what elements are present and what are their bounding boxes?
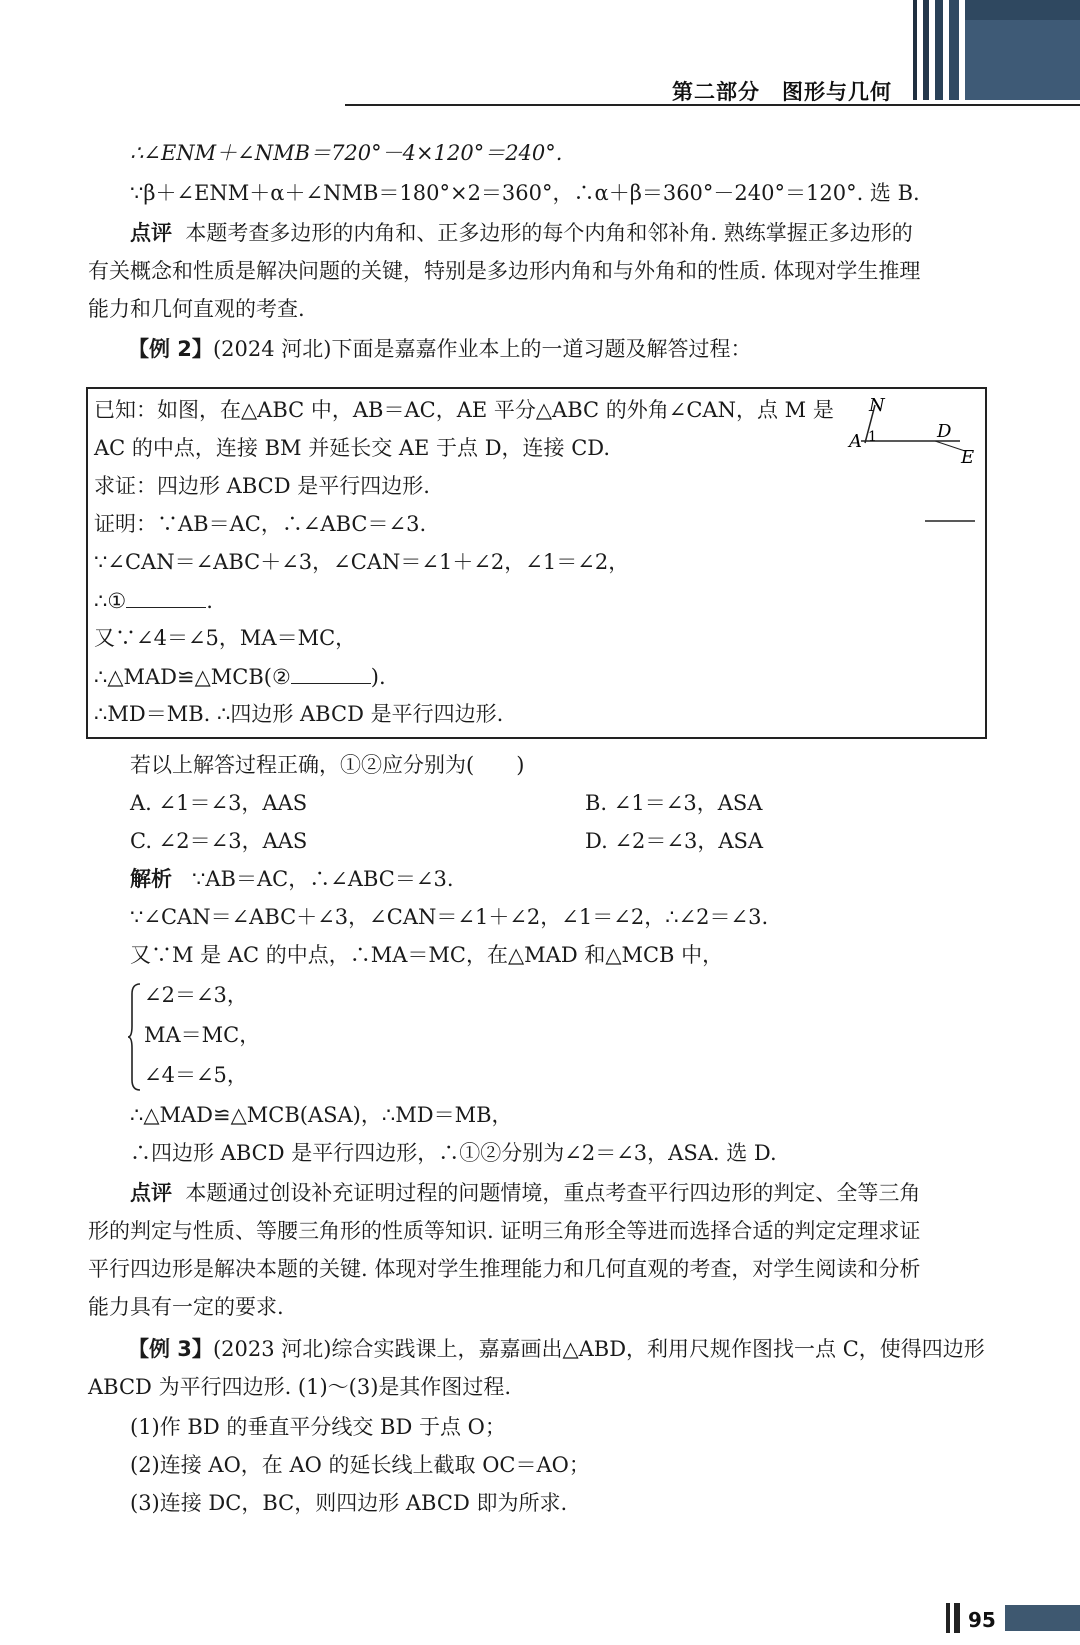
step-line: (3)连接 DC，BC，则四边形 ABCD 即为所求. — [130, 1491, 568, 1515]
comment-tag: 点评 — [130, 221, 172, 245]
box-line: 证明：∵AB＝AC，∴∠ABC＝∠3. — [94, 512, 427, 536]
question-text: 若以上解答过程正确，①②应分别为( ) — [130, 753, 525, 777]
equation-line: ∠4＝∠5， — [144, 1063, 248, 1087]
answer-blank-1 — [126, 585, 206, 608]
step-line: (1)作 BD 的垂直平分线交 BD 于点 O； — [130, 1415, 506, 1439]
box-line: 已知：如图，在△ABC 中，AB＝AC，AE 平分△ABC 的外角∠CAN，点 M 是 — [94, 398, 834, 422]
example-tag: 【例 2】 — [128, 337, 213, 361]
comment-text: 能力具有一定的要求. — [88, 1295, 284, 1319]
box-line — [94, 661, 386, 692]
system-brace — [128, 982, 142, 1092]
solution-text: ∵AB＝AC，∴∠ABC＝∠3. — [192, 867, 454, 891]
comment-text: 能力和几何直观的考查. — [88, 297, 305, 321]
option-b: B. ∠1＝∠3，ASA — [585, 791, 763, 815]
step-line: (2)连接 AO，在 AO 的延长线上截取 OC＝AO； — [130, 1453, 590, 1477]
figure-label-D: D — [937, 421, 952, 442]
solution-line: ∴四边形 ABCD 是平行四边形，∴①②分别为∠2＝∠3，ASA. 选 D. — [130, 1141, 777, 1165]
box-line: 又∵∠4＝∠5，MA＝MC， — [94, 626, 357, 650]
box-line: AC 的中点，连接 BM 并延长交 AE 于点 D，连接 CD. — [94, 436, 611, 460]
footer-color-block — [1005, 1605, 1080, 1631]
comment-paragraph — [130, 218, 913, 248]
blank-suffix: . — [206, 589, 213, 613]
footer-bar-decoration — [946, 1603, 950, 1633]
footer-bar-decoration — [954, 1603, 960, 1633]
box-line: 求证：四边形 ABCD 是平行四边形. — [94, 474, 430, 498]
figure-label-angle-1: 1 — [868, 429, 877, 445]
example-text: (2024 河北)下面是嘉嘉作业本上的一道习题及解答过程： — [212, 337, 752, 361]
comment-text: 平行四边形是解决本题的关键. 体现对学生推理能力和几何直观的考查，对学生阅读和分析 — [88, 1257, 921, 1281]
example-text: (2023 河北)综合实践课上，嘉嘉画出△ABD，利用尺规作图找一点 C，使得四边形 — [212, 1337, 985, 1361]
figure-label-E: E — [961, 447, 975, 468]
comment-text: 本题考查多边形的内角和、正多边形的每个内角和邻补角. 熟练掌握正多边形的 — [185, 221, 913, 245]
answer-blank-2 — [291, 661, 371, 684]
comment-text: 本题通过创设补充证明过程的问题情境，重点考查平行四边形的判定、全等三角 — [185, 1181, 921, 1205]
option-a: A. ∠1＝∠3，AAS — [130, 791, 308, 815]
header-stripes-decoration — [905, 0, 1080, 104]
solution-line: ∴△MAD≌△MCB(ASA)，∴MD＝MB， — [130, 1103, 513, 1127]
geometry-figure — [845, 395, 980, 540]
blank-suffix: ). — [370, 665, 386, 689]
option-d: D. ∠2＝∠3，ASA — [585, 829, 764, 853]
comment-paragraph — [130, 1178, 920, 1208]
comment-tag: 点评 — [130, 1181, 172, 1205]
solution-line: ∵∠CAN＝∠ABC＋∠3，∠CAN＝∠1＋∠2，∠1＝∠2，∴∠2＝∠3. — [130, 905, 769, 929]
example-heading — [128, 1334, 985, 1364]
box-line: ∵∠CAN＝∠ABC＋∠3，∠CAN＝∠1＋∠2，∠1＝∠2， — [94, 550, 630, 574]
page-number: 95 — [968, 1608, 996, 1632]
text-line: ∵β＋∠ENM＋α＋∠NMB＝180°×2＝360°，∴α＋β＝360°－240°＝120°. 选 B. — [130, 181, 920, 205]
solution-line: 又∵M 是 AC 的中点，∴MA＝MC，在△MAD 和△MCB 中， — [130, 943, 724, 967]
option-c: C. ∠2＝∠3，AAS — [130, 829, 308, 853]
example-heading — [128, 334, 751, 364]
section-title: 第二部分 图形与几何 — [672, 80, 892, 104]
header-rule — [345, 104, 1080, 106]
equation-line: MA＝MC， — [144, 1023, 261, 1047]
solution-line — [130, 864, 454, 894]
comment-text: 有关概念和性质是解决问题的关键，特别是多边形内角和与外角和的性质. 体现对学生推理 — [88, 259, 921, 283]
blank-prefix: ∴① — [94, 589, 127, 613]
comment-text: 形的判定与性质、等腰三角形的性质等知识. 证明三角形全等进而选择合适的判定定理求证 — [88, 1219, 921, 1243]
equation-line: ∠2＝∠3， — [144, 983, 248, 1007]
solution-tag: 解析 — [130, 867, 172, 891]
example-tag: 【例 3】 — [128, 1337, 213, 1361]
blank-prefix: ∴△MAD≌△MCB(② — [94, 665, 291, 689]
text-line: ∴∠ENM＋∠NMB＝720°－4×120°＝240°. — [130, 141, 563, 165]
figure-label-N: N — [869, 395, 885, 416]
example-text: ABCD 为平行四边形. (1)～(3)是其作图过程. — [88, 1375, 512, 1399]
box-line — [94, 585, 213, 616]
box-line: ∴MD＝MB. ∴四边形 ABCD 是平行四边形. — [94, 702, 504, 726]
figure-label-A: A — [849, 431, 862, 452]
